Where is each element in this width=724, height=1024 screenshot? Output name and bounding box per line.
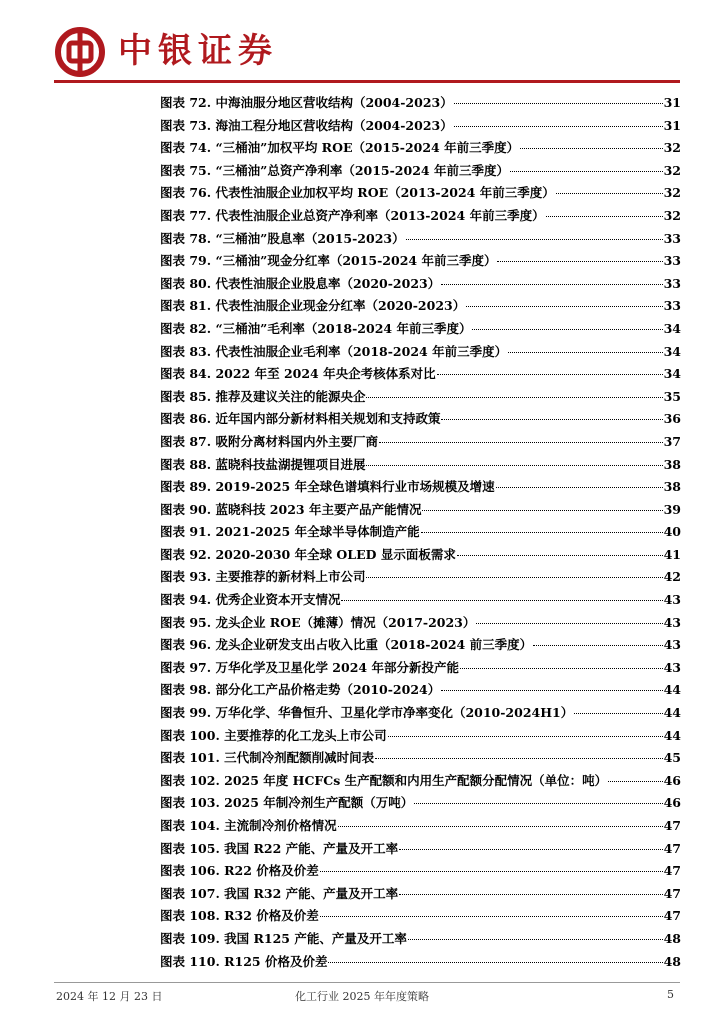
toc-entry[interactable] <box>160 590 681 613</box>
toc-leader-dots <box>510 170 663 172</box>
footer-date: 2024 年 12 月 23 日 <box>56 990 163 1003</box>
toc-leader-dots <box>454 102 663 104</box>
toc-entry[interactable] <box>160 658 681 681</box>
toc-leader-dots <box>472 328 662 330</box>
toc-leader-dots <box>399 848 662 850</box>
toc-entry-page: 31 <box>663 95 681 110</box>
brand-name: 中银证券 <box>118 31 278 71</box>
toc-entry-title: 图表 83. 代表性油服企业毛利率（2018-2024 年前三季度） <box>160 343 508 359</box>
toc-entry[interactable] <box>160 93 681 116</box>
toc-entry[interactable] <box>160 680 681 703</box>
toc-entry-title: 图表 110. R125 价格及价差 <box>160 953 328 969</box>
toc-entry[interactable] <box>160 206 681 229</box>
toc-entry-page: 32 <box>663 140 681 156</box>
toc-entry-page: 33 <box>663 230 681 246</box>
toc-entry[interactable] <box>160 726 681 749</box>
toc-entry-page: 32 <box>663 185 681 201</box>
toc-leader-dots <box>574 712 662 714</box>
toc-entry-title: 图表 93. 主要推荐的新材料上市公司 <box>160 569 366 585</box>
toc-leader-dots <box>338 825 663 827</box>
toc-entry[interactable] <box>160 274 681 297</box>
toc-entry-title: 图表 106. R22 价格及价差 <box>160 863 319 879</box>
toc-leader-dots <box>366 396 662 398</box>
toc-entry-page: 34 <box>663 320 681 336</box>
toc-entry-title: 图表 84. 2022 年至 2024 年央企考核体系对比 <box>160 366 436 382</box>
toc-entry-page: 45 <box>663 750 681 766</box>
toc-leader-dots <box>406 238 663 240</box>
toc-entry[interactable] <box>160 319 681 342</box>
toc-entry[interactable] <box>160 952 681 975</box>
toc-entry-page: 48 <box>663 953 681 969</box>
toc-entry-title: 图表 78. “三桶油”股息率（2015-2023） <box>160 230 405 246</box>
toc-leader-dots <box>399 893 662 895</box>
toc-entry-title: 图表 107. 我国 R32 产能、产量及开工率 <box>160 885 399 901</box>
toc-entry-title: 图表 94. 优秀企业资本开支情况 <box>160 592 341 608</box>
toc-entry[interactable] <box>160 635 681 658</box>
toc-entry-title: 图表 91. 2021-2025 年全球半导体制造产能 <box>160 524 420 540</box>
toc-entry-page: 40 <box>663 524 681 540</box>
toc-entry-page: 33 <box>663 298 681 314</box>
boc-logo-icon <box>54 26 106 78</box>
toc-entry-page: 43 <box>663 614 681 630</box>
toc-entry[interactable] <box>160 387 681 410</box>
toc-leader-dots <box>320 915 663 917</box>
footer-divider <box>54 982 680 983</box>
toc-entry-page: 47 <box>663 863 681 879</box>
toc-entry-title: 图表 109. 我国 R125 产能、产量及开工率 <box>160 930 407 946</box>
toc-entry-title: 图表 80. 代表性油服企业股息率（2020-2023） <box>160 275 441 291</box>
toc-entry-title: 图表 103. 2025 年制冷剂生产配额（万吨） <box>160 795 414 811</box>
toc-entry[interactable] <box>160 567 681 590</box>
toc-entry-page: 47 <box>663 818 681 833</box>
toc-leader-dots <box>441 689 662 691</box>
toc-entry[interactable] <box>160 138 681 161</box>
toc-entry[interactable] <box>160 183 681 206</box>
toc-entry-page: 33 <box>663 275 681 291</box>
toc-entry-title: 图表 72. 中海油服分地区营收结构（2004-2023） <box>160 95 453 110</box>
toc-entry[interactable] <box>160 251 681 274</box>
toc-leader-dots <box>454 125 663 127</box>
toc-entry-title: 图表 96. 龙头企业研发支出占收入比重（2018-2024 前三季度） <box>160 637 533 653</box>
toc-leader-dots <box>497 260 662 262</box>
toc-entry-page: 48 <box>663 930 681 946</box>
toc-entry-title: 图表 73. 海油工程分地区营收结构（2004-2023） <box>160 117 453 133</box>
toc-leader-dots <box>437 373 663 375</box>
toc-leader-dots <box>496 486 663 488</box>
toc-entry-page: 32 <box>663 207 681 223</box>
toc-entry-title: 图表 81. 代表性油服企业现金分红率（2020-2023） <box>160 298 466 314</box>
toc-entry-title: 图表 102. 2025 年度 HCFCs 生产配额和内用生产配额分配情况（单位：吨） <box>160 772 608 788</box>
toc-entry[interactable] <box>160 861 681 884</box>
toc-leader-dots <box>341 599 662 601</box>
toc-leader-dots <box>320 870 663 872</box>
toc-entry-title: 图表 79. “三桶油”现金分红率（2015-2024 年前三季度） <box>160 253 497 269</box>
toc-entry-page: 47 <box>663 840 681 856</box>
toc-entry[interactable] <box>160 906 681 929</box>
toc-leader-dots <box>476 622 662 624</box>
toc-leader-dots <box>379 441 663 443</box>
toc-entry[interactable] <box>160 432 681 455</box>
toc-entry[interactable] <box>160 703 681 726</box>
toc-entry-page: 44 <box>663 682 681 698</box>
toc-leader-dots <box>388 735 663 737</box>
toc-entry-page: 38 <box>663 479 681 495</box>
toc-entry[interactable] <box>160 161 681 184</box>
toc-leader-dots <box>375 757 662 759</box>
toc-leader-dots <box>546 215 663 217</box>
toc-entry-page: 37 <box>663 433 681 449</box>
toc-leader-dots <box>408 938 663 940</box>
toc-entry-page: 44 <box>663 727 681 743</box>
toc-entry-title: 图表 75. “三桶油”总资产净利率（2015-2024 年前三季度） <box>160 162 509 178</box>
toc-leader-dots <box>441 283 662 285</box>
toc-entry[interactable] <box>160 229 681 252</box>
toc-entry-page: 41 <box>663 546 681 562</box>
toc-entry[interactable] <box>160 409 681 432</box>
toc-entry[interactable] <box>160 613 681 636</box>
toc-entry-page: 42 <box>663 569 681 585</box>
toc-entry[interactable] <box>160 477 681 500</box>
toc-entry-page: 35 <box>663 388 681 404</box>
toc-entry-page: 46 <box>663 772 681 788</box>
toc-leader-dots <box>520 147 662 149</box>
toc-entry[interactable] <box>160 771 681 794</box>
toc-entry-title: 图表 99. 万华化学、华鲁恒升、卫星化学市净率变化（2010-2024H1） <box>160 705 574 721</box>
toc-leader-dots <box>422 509 662 511</box>
toc-entry-title: 图表 100. 主要推荐的化工龙头上市公司 <box>160 727 387 743</box>
toc-entry-title: 图表 77. 代表性油服企业总资产净利率（2013-2024 年前三季度） <box>160 207 545 223</box>
toc-entry-title: 图表 98. 部分化工产品价格走势（2010-2024） <box>160 682 441 698</box>
toc-entry-title: 图表 86. 近年国内部分新材料相关规划和支持政策 <box>160 411 441 427</box>
toc-entry-title: 图表 92. 2020-2030 年全球 OLED 显示面板需求 <box>160 546 456 562</box>
toc-leader-dots <box>460 667 663 669</box>
toc-entry-page: 31 <box>663 117 681 133</box>
toc-entry-title: 图表 89. 2019-2025 年全球色谱填料行业市场规模及增速 <box>160 479 495 495</box>
toc-entry-page: 43 <box>663 592 681 608</box>
toc-entry-page: 44 <box>663 705 681 721</box>
toc-entry-title: 图表 82. “三桶油”毛利率（2018-2024 年前三季度） <box>160 320 472 336</box>
toc-entry-title: 图表 76. 代表性油服企业加权平均 ROE（2013-2024 年前三季度） <box>160 185 555 201</box>
toc-entry[interactable] <box>160 793 681 816</box>
table-of-figures <box>160 93 681 974</box>
page-number: 5 <box>667 988 674 1001</box>
footer-title: 化工行业 2025 年年度策略 <box>295 990 429 1003</box>
toc-entry[interactable] <box>160 522 681 545</box>
toc-entry[interactable] <box>160 455 681 478</box>
toc-leader-dots <box>508 351 663 353</box>
toc-entry-title: 图表 74. “三桶油”加权平均 ROE（2015-2024 年前三季度） <box>160 140 520 156</box>
toc-leader-dots <box>414 802 662 804</box>
toc-entry-page: 39 <box>663 501 681 517</box>
toc-entry-page: 32 <box>663 162 681 178</box>
toc-leader-dots <box>366 464 662 466</box>
toc-entry-title: 图表 101. 三代制冷剂配额削减时间表 <box>160 750 375 766</box>
toc-leader-dots <box>608 780 662 782</box>
toc-leader-dots <box>421 531 663 533</box>
toc-entry[interactable] <box>160 884 681 907</box>
toc-leader-dots <box>328 961 662 963</box>
page-header <box>54 26 680 82</box>
header-divider <box>54 80 680 83</box>
toc-entry[interactable] <box>160 296 681 319</box>
toc-entry[interactable] <box>160 500 681 523</box>
toc-leader-dots <box>556 192 663 194</box>
toc-entry-page: 33 <box>663 253 681 269</box>
toc-entry-page: 34 <box>663 343 681 359</box>
toc-entry[interactable] <box>160 545 681 568</box>
toc-entry[interactable] <box>160 748 681 771</box>
toc-leader-dots <box>366 576 662 578</box>
toc-entry[interactable] <box>160 364 681 387</box>
toc-leader-dots <box>457 554 663 556</box>
toc-entry-title: 图表 104. 主流制冷剂价格情况 <box>160 818 337 833</box>
toc-entry-page: 43 <box>663 659 681 675</box>
toc-entry-page: 43 <box>663 637 681 653</box>
toc-entry-page: 36 <box>663 411 681 427</box>
toc-leader-dots <box>466 305 662 307</box>
toc-entry-page: 34 <box>663 366 681 382</box>
toc-entry[interactable] <box>160 839 681 862</box>
toc-entry-title: 图表 97. 万华化学及卫星化学 2024 年部分新投产能 <box>160 659 459 675</box>
toc-leader-dots <box>533 644 663 646</box>
toc-entry-page: 47 <box>663 908 681 924</box>
toc-entry-page: 46 <box>663 795 681 811</box>
toc-leader-dots <box>441 418 662 420</box>
toc-entry-page: 47 <box>663 885 681 901</box>
toc-entry[interactable] <box>160 116 681 139</box>
toc-entry-title: 图表 87. 吸附分离材料国内外主要厂商 <box>160 433 378 449</box>
toc-entry[interactable] <box>160 342 681 365</box>
toc-entry-title: 图表 88. 蓝晓科技盐湖提锂项目进展 <box>160 456 366 472</box>
toc-entry[interactable] <box>160 816 681 839</box>
toc-entry-title: 图表 105. 我国 R22 产能、产量及开工率 <box>160 840 399 856</box>
toc-entry-title: 图表 95. 龙头企业 ROE（摊薄）情况（2017-2023） <box>160 614 476 630</box>
toc-entry-title: 图表 85. 推荐及建议关注的能源央企 <box>160 388 366 404</box>
toc-entry[interactable] <box>160 929 681 952</box>
toc-entry-page: 38 <box>663 456 681 472</box>
toc-entry-title: 图表 108. R32 价格及价差 <box>160 908 319 924</box>
toc-entry-title: 图表 90. 蓝晓科技 2023 年主要产品产能情况 <box>160 501 422 517</box>
